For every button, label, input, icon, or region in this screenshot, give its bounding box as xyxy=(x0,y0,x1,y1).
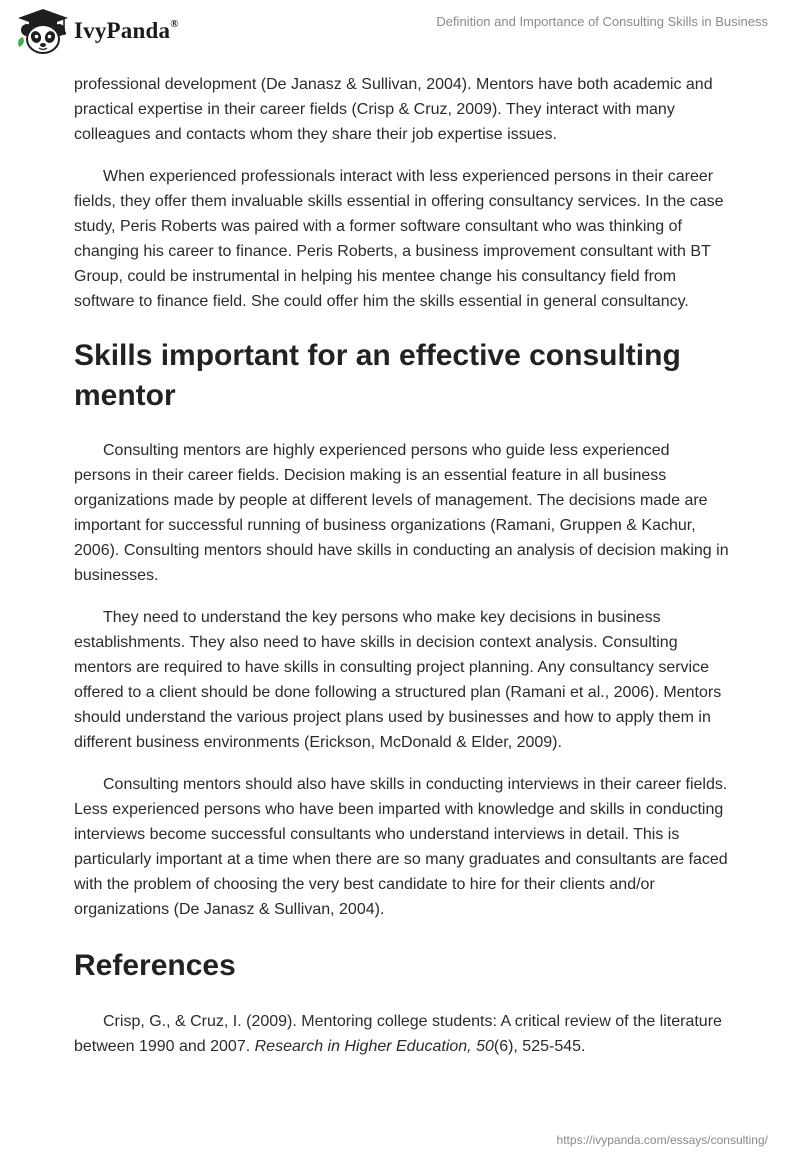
reference-pages: (6), 525-545. xyxy=(493,1038,586,1055)
paragraph-3: Consulting mentors are highly experienced persons who guide less experienced persons in their career fields. Decision making is an essential feature in all business organizations made by people at different levels of management. The decisions made are important for successful running of business organizations (Ramani, Gruppen & Kachur, 2006). Consulting mentors should have skills in conducting an analysis of decision making in businesses. xyxy=(74,442,729,584)
reference-entry xyxy=(74,1009,730,1059)
paragraph-2: When experienced professionals interact with less experienced persons in their career fields, they offer them invaluable skills essential in offering consultancy services. In the case study, Peris Roberts was paired with a former software consultant who was thinking of changing his career to finance. Peris Roberts, a business improvement consultant with BT Group, could be instrumental in helping his mentee change his consultancy field from software to finance field. She could offer him the skills essential in general consultancy. xyxy=(74,168,724,310)
paragraph-5: Consulting mentors should also have skills in conducting interviews in their career fields. Less experienced persons who have been imparted with knowledge and skills in conducting interviews become successful consultants who understand interviews in detail. This is particularly important at a time when there are so many graduates and consultants are faced with the problem of choosing the very best candidate to hire for their clients and/or organizations (De Janasz & Sullivan, 2004). xyxy=(74,776,728,918)
document-title: Definition and Importance of Consulting Skills in Business xyxy=(436,14,768,29)
paragraph-1: professional development (De Janasz & Sullivan, 2004). Mentors have both academic and practical expertise in their career fields (Crisp & Cruz, 2009). They interact with many colleagues and contacts whom they share their job expertise issues. xyxy=(74,76,713,143)
section-heading-references: References xyxy=(74,949,236,982)
panda-graduate-icon xyxy=(14,6,72,56)
section-heading-skills: Skills important for an effective consulting mentor xyxy=(74,339,681,412)
paragraph-4: They need to understand the key persons who make key decisions in business establishments. They also need to have skills in decision context analysis. Consulting mentors are required to have skills in consulting project planning. Any consultancy service offered to a client should be done following a structured plan (Ramani et al., 2006). Mentors should understand the various project plans used by businesses and how to apply them in different business environments (Erickson, McDonald & Elder, 2009). xyxy=(74,609,722,751)
reference-authors: Crisp, G., & Cruz, I. (2009). Mentoring college students: A critical review of the literature between 1990 and 2007. xyxy=(74,1013,722,1055)
brand-name: IvyPanda® xyxy=(74,18,179,43)
ivypanda-logo[interactable] xyxy=(14,6,179,56)
essay-body xyxy=(74,72,730,1059)
source-url[interactable]: https://ivypanda.com/essays/consulting/ xyxy=(556,1133,768,1147)
page-header xyxy=(0,0,800,64)
registered-mark: ® xyxy=(170,18,179,31)
reference-journal: Research in Higher Education, 50 xyxy=(254,1038,494,1055)
